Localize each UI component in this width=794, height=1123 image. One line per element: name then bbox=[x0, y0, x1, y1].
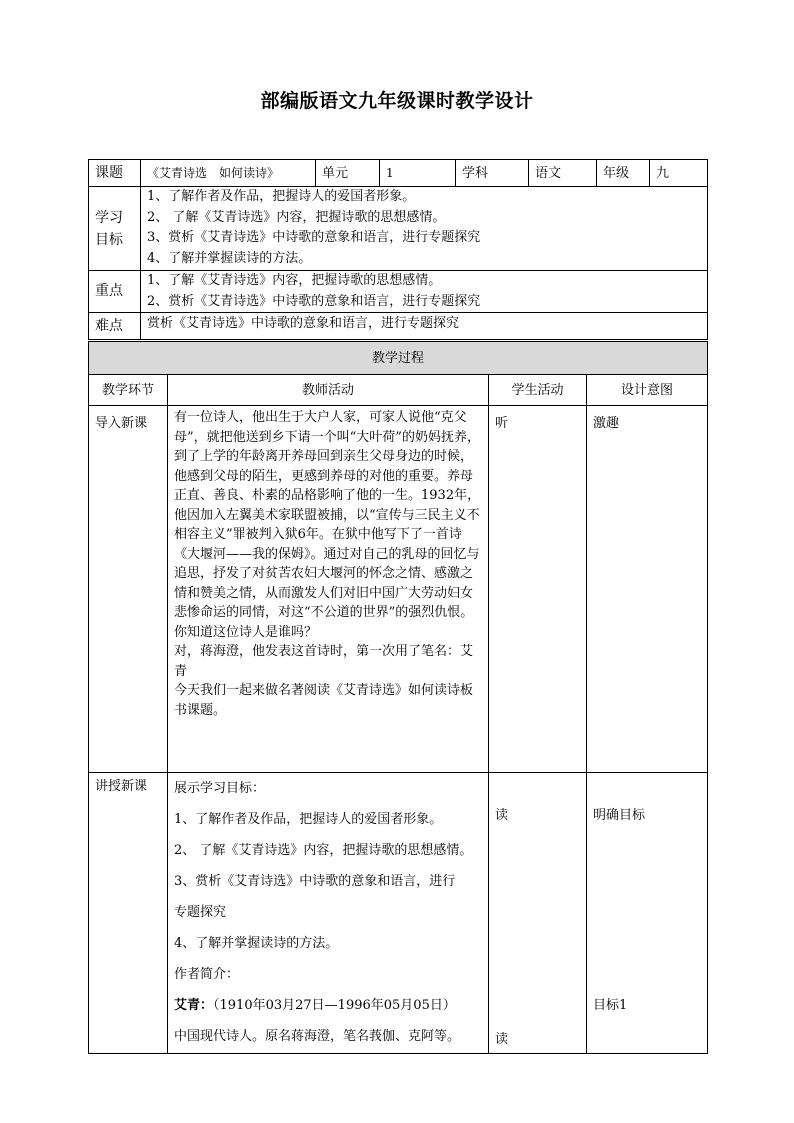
teach-line: 2、 了解《艾青诗选》内容，把握诗歌的思想感情。 bbox=[174, 843, 473, 858]
intro-answer: 对，蒋海澄，他发表这首诗时，第一次用了笔名：艾青 bbox=[174, 644, 474, 679]
info-table bbox=[88, 159, 708, 340]
teach-line: 3、赏析《艾青诗选》中诗歌的意象和语言，进行 bbox=[174, 874, 456, 889]
col-stage-header: 教学环节 bbox=[89, 375, 168, 406]
student-read-1: 读 bbox=[495, 808, 509, 823]
student-read-2: 读 bbox=[495, 1032, 509, 1047]
goals-label bbox=[89, 187, 141, 271]
keti-label: 课题 bbox=[89, 160, 141, 187]
author-name: 艾青： bbox=[174, 998, 214, 1013]
teach-line: 4、了解并掌握读诗的方法。 bbox=[174, 936, 339, 951]
difficulty-content: 赏析《艾青诗选》中诗歌的意象和语言，进行专题探究 bbox=[141, 313, 708, 340]
stage-intro: 导入新课 bbox=[89, 406, 168, 773]
unit-label: 单元 bbox=[316, 160, 380, 187]
teach-line: 1、了解作者及作品，把握诗人的爱国者形象。 bbox=[174, 812, 443, 827]
subject-value: 语文 bbox=[529, 160, 597, 187]
intent-intro: 激趣 bbox=[587, 406, 708, 773]
keti-value: 《艾青诗选 如何读诗》 bbox=[141, 160, 316, 187]
intent-goal-1: 目标1 bbox=[593, 998, 628, 1013]
grade-value: 九 bbox=[650, 160, 708, 187]
goals-content bbox=[141, 187, 708, 271]
intent-teach bbox=[587, 773, 708, 1054]
subject-label: 学科 bbox=[456, 160, 529, 187]
page-title: 部编版语文九年级课时教学设计 bbox=[260, 90, 534, 112]
goal-item: 2、 了解《艾青诗选》内容，把握诗歌的思想感情。 bbox=[147, 209, 446, 225]
teach-line: 专题探究 bbox=[174, 905, 227, 920]
intro-topic: 今天我们一起来做名著阅读《艾青诗选》如何读诗板书课题。 bbox=[174, 683, 474, 718]
key-point-item: 1、了解《艾青诗选》内容，把握诗歌的思想感情。 bbox=[147, 273, 442, 288]
intent-goal-clear: 明确目标 bbox=[593, 808, 646, 823]
teach-line: 中国现代诗人。原名蒋海澄，笔名莪伽、克阿等。 bbox=[174, 1029, 461, 1044]
process-table bbox=[88, 341, 708, 1054]
grade-label: 年级 bbox=[597, 160, 650, 187]
key-points-label: 重点 bbox=[89, 271, 141, 313]
student-activity-teach bbox=[489, 773, 587, 1054]
goals-label-text: 学习目标 bbox=[95, 209, 123, 248]
teach-line: 展示学习目标： bbox=[174, 781, 266, 796]
author-dates: （1910年03月27日—1996年05月05日） bbox=[213, 998, 456, 1013]
stage-teach: 讲授新课 bbox=[89, 773, 168, 1054]
col-intent-header: 设计意图 bbox=[587, 375, 708, 406]
goal-item: 4、了解并掌握读诗的方法。 bbox=[147, 250, 312, 266]
student-activity-intro: 听 bbox=[489, 406, 587, 773]
goal-item: 1、了解作者及作品，把握诗人的爱国者形象。 bbox=[147, 189, 416, 204]
key-points-content bbox=[141, 271, 708, 313]
author-dates-line bbox=[174, 990, 482, 1021]
col-teacher-header: 教师活动 bbox=[168, 375, 489, 406]
process-header: 教学过程 bbox=[89, 342, 708, 375]
teacher-activity-intro bbox=[168, 406, 489, 773]
col-student-header: 学生活动 bbox=[489, 375, 587, 406]
intro-paragraph: 有一位诗人，他出生于大户人家，可家人说他“克父母”，就把他送到乡下请一个叫“大叶荷”的奶妈抚养，到了上学的年龄离开养母回到亲生父母身边的时候，他感到父母的陌生，更感到养母的对他的重要。养母正直、善良、朴素的品格影响了他的一生。1932年，他因加入左翼美术家联盟被捕，以“宣传与三民主义不相容主义”罪被判入狱6年。在狱中他写下了一首诗《大堰河——我的保姆》。通过对自己的乳母的回忆与追思，抒发了对贫苦农妇大堰河的怀念之情、感激之情和赞美之情，从而激发人们对旧中国广大劳动妇女悲惨命运的同情，对这“不公道的世界”的强烈仇恨。你知道这位诗人是谁吗？ bbox=[174, 410, 481, 640]
key-point-item: 2、赏析《艾青诗选》中诗歌的意象和语言，进行专题探究 bbox=[147, 293, 481, 309]
goal-item: 3、赏析《艾青诗选》中诗歌的意象和语言，进行专题探究 bbox=[147, 230, 481, 245]
teach-line: 作者简介： bbox=[174, 967, 240, 982]
difficulty-label: 难点 bbox=[89, 313, 141, 340]
teacher-activity-teach bbox=[168, 773, 489, 1054]
unit-value: 1 bbox=[380, 160, 456, 187]
